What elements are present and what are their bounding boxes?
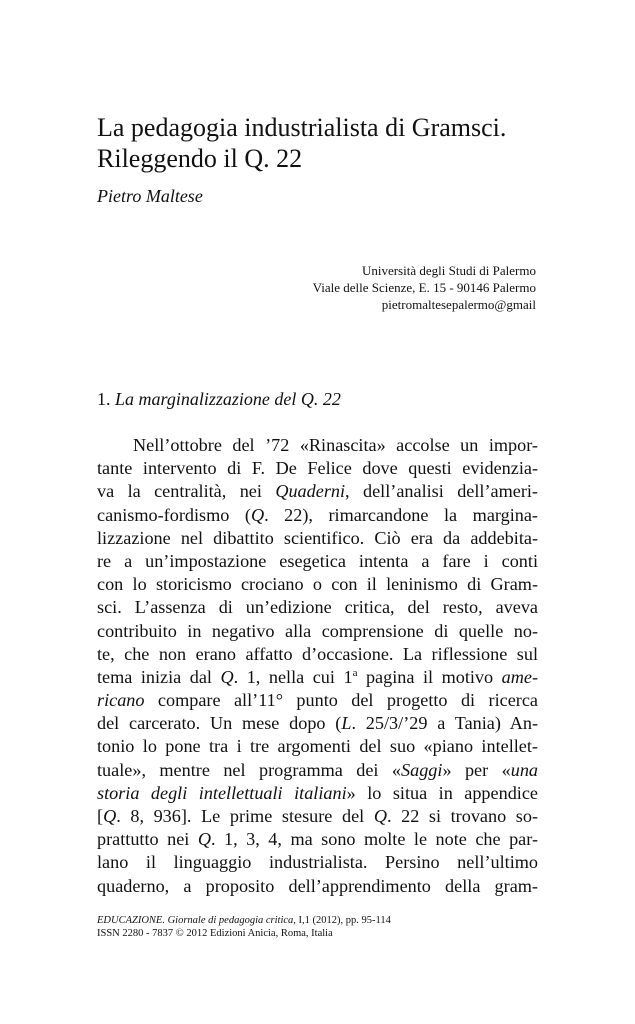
italic-text: ame- bbox=[501, 666, 538, 687]
affiliation-university: Università degli Studi di Palermo bbox=[361, 263, 536, 278]
footer-issn: ISSN 2280 - 7837 © 2012 Edizioni Anicia, Roma, Italia bbox=[97, 928, 333, 939]
text-line bbox=[97, 875, 538, 898]
text-line bbox=[97, 620, 538, 643]
affiliation bbox=[313, 262, 536, 313]
footer-citation bbox=[97, 914, 391, 927]
article-title bbox=[97, 112, 557, 174]
text-line bbox=[97, 550, 538, 573]
text-line bbox=[97, 527, 538, 550]
text-segment: . 22 si trovano so- bbox=[386, 806, 538, 826]
text-segment: sci. L’assenza di un’edizione critica, del resto, aveva bbox=[97, 597, 538, 618]
text-segment: quaderno, a proposito dell’apprendimento della gram- bbox=[97, 875, 538, 896]
affiliation-address: Viale delle Scienze, E. 15 - 90146 Palermo bbox=[312, 280, 536, 295]
text-segment: tonio lo pone tra i tre argomenti del suo «piano intellet- bbox=[97, 736, 538, 757]
journal-name: EDUCAZIONE. Giornale di pedagogia critica bbox=[97, 915, 294, 926]
author-name: Pietro Maltese bbox=[97, 186, 203, 206]
text-segment: pagina il motivo bbox=[357, 666, 502, 687]
text-segment: tuale», mentre nel programma dei « bbox=[97, 759, 401, 780]
text-segment: , dell’analisi dell’ameri- bbox=[345, 481, 538, 502]
page-footer bbox=[97, 914, 391, 940]
superscript: a bbox=[352, 666, 358, 679]
text-segment: . 1, 3, 4, ma sono molte le note che par- bbox=[210, 829, 538, 850]
text-line bbox=[97, 782, 538, 805]
text-line bbox=[97, 689, 538, 712]
text-line bbox=[97, 759, 538, 782]
text-segment: re a un’impostazione esegetica intenta a fare i conti bbox=[97, 550, 538, 571]
affiliation-email: pietromaltesepalermo@gmail bbox=[381, 297, 536, 312]
text-segment: Nell’ottobre del ’72 «Rinascita» accolse un impor- bbox=[133, 435, 538, 455]
text-segment: lizzazione nel dibattito scientifico. Ciò era da addebita- bbox=[97, 527, 538, 548]
text-segment: canismo-fordismo ( bbox=[97, 504, 251, 525]
text-segment: va la centralità, nei bbox=[97, 481, 276, 502]
text-segment: . 25/3/’29 a Tania) An- bbox=[351, 713, 538, 734]
text-segment: » per « bbox=[442, 759, 511, 780]
italic-text: storia degli intellettuali italiani bbox=[97, 782, 347, 803]
section-title: La marginalizzazione del Q. 22 bbox=[115, 389, 341, 409]
italic-text: Q bbox=[250, 504, 265, 525]
text-segment: » lo situa in appendice bbox=[346, 782, 538, 803]
section-number: 1. bbox=[97, 389, 111, 409]
text-segment: tante intervento di F. De Felice dove questi evidenzia- bbox=[97, 458, 538, 479]
italic-text: Quaderni bbox=[275, 481, 346, 502]
italic-text: Saggi bbox=[401, 759, 443, 780]
text-line bbox=[97, 851, 538, 874]
text-segment: [ bbox=[97, 806, 104, 826]
text-segment: contribuito in negativo alla comprensione di quelle no- bbox=[97, 620, 538, 641]
title-line-1: La pedagogia industrialista di Gramsci. bbox=[97, 113, 507, 142]
text-line bbox=[97, 573, 538, 596]
italic-text: ricano bbox=[97, 690, 145, 711]
text-segment: prattutto nei bbox=[97, 829, 198, 850]
text-segment: lano il linguaggio industrialista. Persino nell’ultimo bbox=[97, 852, 538, 873]
text-line bbox=[97, 457, 538, 480]
text-line bbox=[97, 596, 538, 619]
italic-text: Q bbox=[220, 666, 234, 687]
text-segment: . 1, nella cui 1 bbox=[233, 666, 353, 687]
text-segment: . 22), rimarcandone la margina- bbox=[264, 504, 538, 525]
text-segment: tema inizia dal bbox=[97, 666, 221, 687]
section-heading bbox=[97, 389, 341, 410]
text-line bbox=[97, 480, 538, 503]
text-line bbox=[97, 828, 538, 851]
body-paragraph bbox=[97, 434, 538, 898]
text-segment: . 8, 936]. Le prime stesure del bbox=[116, 806, 374, 826]
text-segment: compare all’11° punto del progetto di ricerca bbox=[144, 690, 538, 711]
text-line bbox=[97, 643, 538, 666]
journal-details: , I,1 (2012), pp. 95-114 bbox=[293, 915, 391, 926]
text-segment: te, che non erano affatto d’occasione. La riflessione sul bbox=[97, 643, 538, 664]
italic-text: Q bbox=[197, 829, 211, 850]
text-line bbox=[97, 735, 538, 758]
text-segment: del carcerato. Un mese dopo ( bbox=[97, 713, 342, 734]
italic-text: una bbox=[510, 759, 538, 780]
text-line bbox=[97, 666, 538, 689]
text-line bbox=[97, 712, 538, 735]
text-line bbox=[97, 805, 538, 828]
italic-text: L bbox=[341, 713, 352, 734]
text-line bbox=[97, 434, 538, 457]
italic-text: Q bbox=[103, 806, 117, 826]
italic-text: Q bbox=[373, 806, 387, 826]
text-line bbox=[97, 504, 538, 527]
text-segment: con lo storicismo crociano o con il leninismo di Gram- bbox=[97, 574, 538, 595]
title-line-2: Rileggendo il Q. 22 bbox=[97, 144, 303, 173]
